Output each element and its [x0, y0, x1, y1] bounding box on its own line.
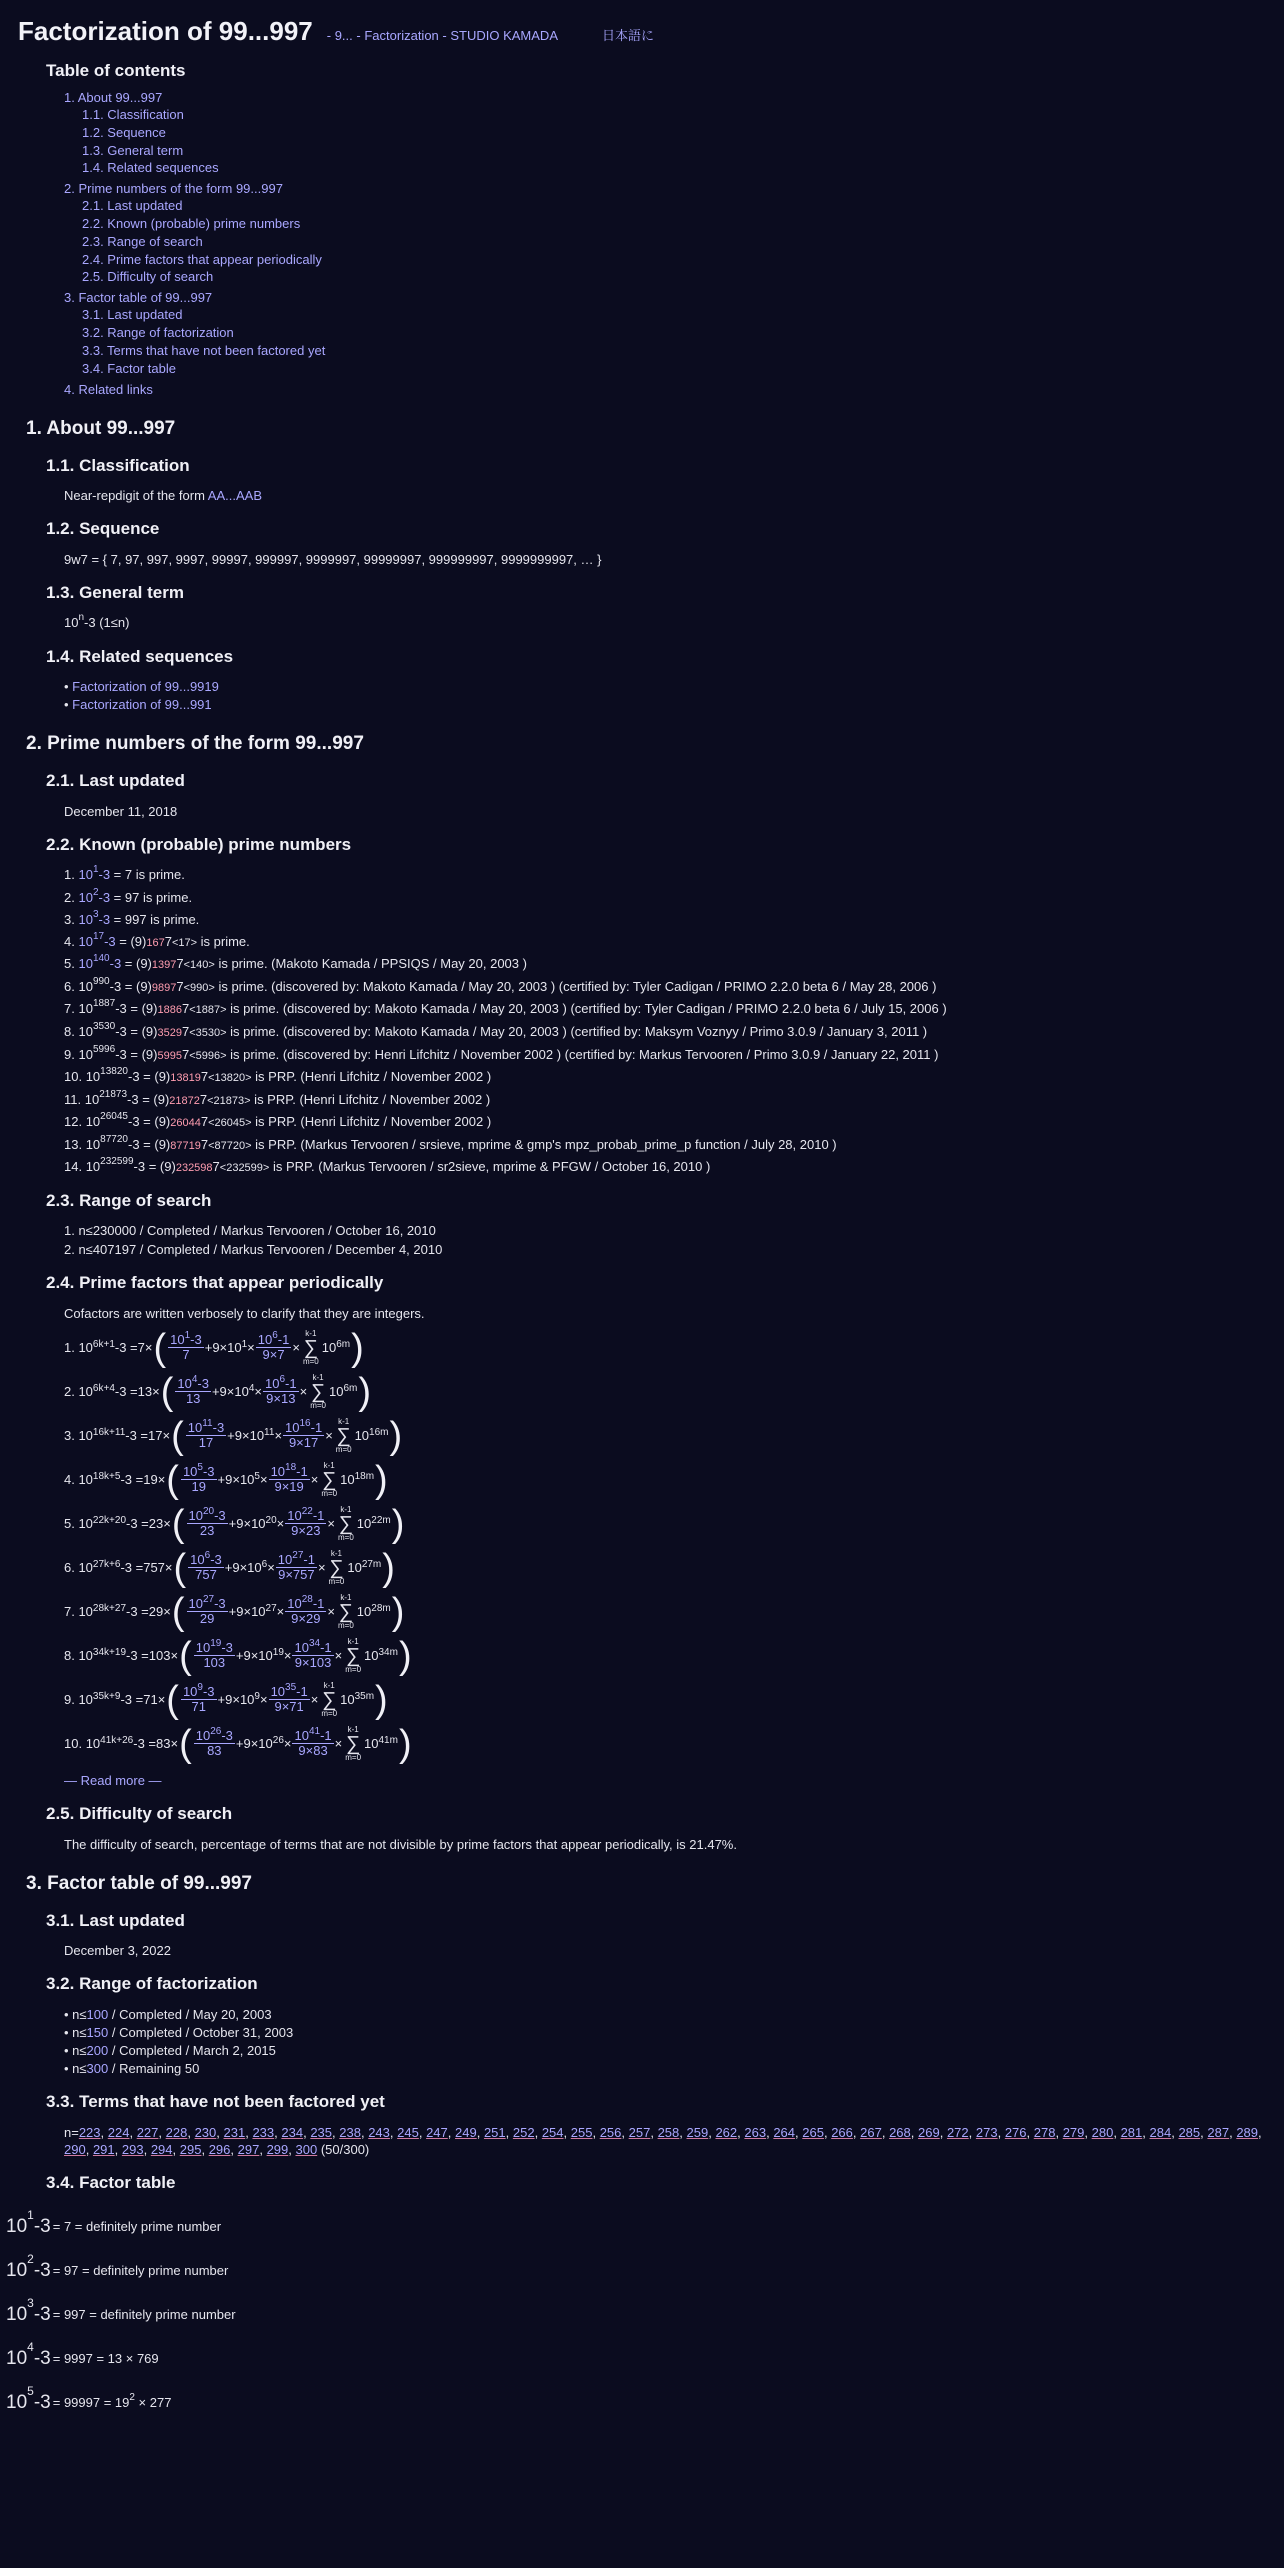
toc-link[interactable]: 1. About 99...997 — [64, 89, 163, 105]
fraction: $\frac{10^{16}-1}{9\times 17}$ — [285, 1417, 323, 1451]
toc-item — [82, 324, 1266, 342]
unfactored-term-link[interactable]: 256 — [599, 2124, 622, 2140]
unfactored-term-link[interactable]: 272 — [946, 2124, 969, 2140]
list-index: 3. — [64, 911, 75, 927]
periodic-formula: 5. 10 $^{22k+20}$ -3 = 23 × ( $\frac{10^{20}-3}{23}$ +9×10 $^{20}$ × $\frac{10^{22}-1}{9\times 23}$ × k-1 ∑ m=0 10 $^{22m}$ ) — [64, 1502, 405, 1545]
unfactored-term-link[interactable]: 280 — [1091, 2124, 1114, 2140]
toc-link[interactable]: 3.4. Factor table — [82, 360, 176, 376]
prime-link[interactable]: $10^{140}-3$ — [78, 953, 122, 972]
toc-section — [64, 89, 1266, 106]
unfactored-term-link[interactable]: 259 — [686, 2124, 709, 2140]
general-term: 10$^n$-3 (1≤n) — [64, 612, 130, 631]
factor-result: = 7 = definitely prime number — [52, 2219, 222, 2235]
unfactored-term-link[interactable]: 257 — [628, 2124, 651, 2140]
open-paren: ( — [171, 1590, 185, 1633]
unfactored-term-link[interactable]: 230 — [194, 2124, 217, 2140]
subsection-heading: 1.2. Sequence — [46, 519, 160, 539]
toc-item — [82, 306, 1266, 324]
sigma-icon: k-1 ∑ m=0 — [345, 1724, 362, 1762]
factor-term: $10^2-3$ — [6, 2252, 51, 2282]
list-item: 2. n≤407197 / Completed / Markus Tervooren / December 4, 2010 — [64, 1242, 443, 1258]
list-index: 2. — [64, 889, 75, 905]
periodic-formula: 9. 10 $^{35k+9}$ -3 = 71 × ( $\frac{10^9-3}{71}$ +9×10 $^9$ × $\frac{10^{35}-1}{9\times 71}$ × k-1 ∑ m=0 10 $^{35m}$ ) — [64, 1678, 388, 1721]
crumb-link[interactable]: STUDIO KAMADA — [450, 28, 558, 43]
list-index: 5. — [64, 956, 75, 972]
sigma-icon: k-1 ∑ m=0 — [302, 1328, 319, 1366]
list-index: 4. — [64, 933, 75, 949]
unfactored-term-link[interactable]: 227 — [136, 2124, 159, 2140]
table-of-contents — [64, 89, 1266, 398]
toc-link[interactable]: 4. Related links — [64, 381, 153, 397]
unfactored-term-link[interactable]: 262 — [715, 2124, 738, 2140]
last-updated: December 11, 2018 — [64, 803, 178, 819]
prime-item: 2. $10^2-3 = 97$ is prime. — [64, 886, 193, 905]
close-paren: ) — [398, 1634, 412, 1677]
unfactored-term-link[interactable]: 300 — [295, 2142, 318, 2158]
close-paren: ) — [391, 1590, 405, 1633]
unfactored-term-link[interactable]: 268 — [889, 2124, 911, 2140]
difficulty-text: The difficulty of search, percentage of terms that are not divisible by prime factors that appear periodically, is 21.47%. — [64, 1836, 737, 1852]
prime-expr: $10^{990}-3$ — [78, 975, 122, 994]
fraction: $\frac{10^{27}-1}{9\times 757}$ — [277, 1549, 315, 1583]
factor-row — [6, 2337, 1266, 2381]
unfactored-term-link[interactable]: 285 — [1178, 2124, 1201, 2140]
toc-link[interactable]: 1.3. General term — [82, 142, 184, 158]
unfactored-term-link[interactable]: 231 — [223, 2124, 246, 2140]
unfactored-terms: n=223, 224, 227, 228, 230, 231, 233, 234, 235, 238, 243, 245, 247, 249, 251, 252, 254, 255, 256, 257, 258, 259, 262, 263, 264, 265, 266, 267, 268, 269, 272, 273, 276, 278, 279, 280, 281, 284, 285, 287, 289, 290, 291, 293, 294, 295, 296, 297, 299, 300 (50/300) — [64, 2124, 1262, 2158]
unfactored-term-link[interactable]: 252 — [512, 2124, 535, 2140]
subsection-heading: 1.3. General term — [46, 583, 184, 602]
repeat-count: 1886 — [157, 1004, 182, 1017]
unfactored-term-link[interactable]: 291 — [92, 2142, 115, 2158]
toc-item — [82, 215, 1266, 233]
fraction: $\frac{10^6-1}{9\times 13}$ — [265, 1373, 297, 1407]
toc-section — [64, 381, 1266, 398]
subsection-heading: 2.5. Difficulty of search — [46, 1804, 233, 1824]
unfactored-term-link[interactable]: 255 — [570, 2124, 593, 2140]
toc-link[interactable]: 2.2. Known (probable) prime numbers — [82, 216, 301, 232]
read-more-link[interactable]: — Read more — — [64, 1772, 162, 1788]
prime-item: 4. $10^{17}-3 = (9)1677<17>$ is prime. — [64, 930, 250, 949]
list-index: 6. — [64, 978, 75, 994]
sigma-icon: k-1 ∑ m=0 — [310, 1372, 326, 1410]
repeat-count: 1397 — [151, 959, 177, 972]
toc-link[interactable]: 2.1. Last updated — [82, 198, 183, 214]
unfactored-term-link[interactable]: 281 — [1120, 2124, 1143, 2140]
header — [18, 14, 1266, 48]
list-index: 10. — [64, 1069, 83, 1085]
factor-row — [6, 2293, 1266, 2337]
repeat-count: 5995 — [157, 1049, 182, 1062]
toc-section — [64, 289, 1266, 306]
factor-result: = $99997 = 19^2 \times 277$ — [52, 2392, 172, 2411]
prime-item: 14. $10^{232599}-3 = (9)2325987<232599>$ is PRP. (Markus Tervooren / sr2sieve, mprime & PFGW / October 16, 2010 ) — [64, 1156, 711, 1175]
unfactored-term-link[interactable]: 296 — [208, 2142, 231, 2158]
periodic-factors-list — [64, 1326, 1266, 1766]
digit-count: <87720> — [208, 1139, 252, 1152]
close-paren: ) — [389, 1414, 403, 1457]
subsection-heading: 1.4. Related sequences — [46, 646, 234, 666]
toc-item — [82, 159, 1266, 177]
fraction: $\frac{10^{35}-1}{9\times 71}$ — [270, 1681, 308, 1715]
section-heading: 1. About 99...997 — [26, 417, 176, 439]
unfactored-term-link[interactable]: 273 — [975, 2124, 998, 2140]
periodic-formula: 4. 10 $^{18k+5}$ -3 = 19 × ( $\frac{10^5-3}{19}$ +9×10 $^5$ × $\frac{10^{18}-1}{9\times 19}$ × k-1 ∑ m=0 10 $^{18m}$ ) — [64, 1458, 388, 1501]
cofactor-note: Cofactors are written verbosely to clarify that they are integers. — [64, 1305, 425, 1321]
unfactored-term-link[interactable]: 264 — [773, 2124, 796, 2140]
sequence-text: 9w7 = { 7, 97, 997, 9997, 99997, 999997, 9999997, 99999997, 999999997, 9999999997, … } — [64, 551, 602, 567]
factor-table — [6, 2205, 1266, 2425]
repeat-count: 3529 — [157, 1026, 182, 1039]
unfactored-term-link[interactable]: 223 — [78, 2124, 101, 2140]
list-index: 7. — [64, 1001, 75, 1017]
open-paren: ( — [179, 1634, 192, 1677]
factor-term: $10^5-3$ — [6, 2384, 51, 2414]
prime-item: 3. $10^3-3 = 997$ is prime. — [64, 908, 200, 927]
repeat-count: 232598 — [175, 1162, 213, 1175]
prime-expr: $10^{232599}-3$ — [85, 1156, 146, 1175]
digit-count: <990> — [183, 981, 215, 994]
periodic-formula: 7. 10 $^{28k+27}$ -3 = 29 × ( $\frac{10^{27}-3}{29}$ +9×10 $^{27}$ × $\frac{10^{28}-1}{9\times 29}$ × k-1 ∑ m=0 10 $^{28m}$ ) — [64, 1590, 405, 1633]
open-paren: ( — [179, 1722, 192, 1765]
unfactored-term-link[interactable]: 251 — [483, 2124, 506, 2140]
list-index: 1. — [64, 867, 75, 883]
factor-row — [6, 2249, 1266, 2293]
open-paren: ( — [173, 1546, 187, 1589]
fraction: $\frac{10^1-3}{7}$ — [170, 1329, 202, 1363]
toc-link[interactable]: 2.4. Prime factors that appear periodically — [82, 251, 322, 267]
close-paren: ) — [398, 1722, 412, 1765]
subsection-heading: 3.3. Terms that have not been factored yet — [46, 2092, 385, 2112]
toc-item — [82, 342, 1266, 360]
fraction: $\frac{10^{34}-1}{9\times 103}$ — [294, 1637, 332, 1671]
list-index: 11. — [64, 1091, 82, 1107]
factorization-range-list — [64, 2006, 1266, 2078]
subsection-heading: 2.1. Last updated — [46, 771, 185, 791]
fraction: $\frac{10^{11}-3}{17}$ — [187, 1417, 225, 1451]
prime-link[interactable]: $10^2-3$ — [78, 886, 111, 905]
close-paren: ) — [358, 1370, 372, 1413]
fraction: $\frac{10^{41}-1}{9\times 83}$ — [294, 1725, 332, 1759]
sigma-icon: k-1 ∑ m=0 — [321, 1680, 338, 1718]
sigma-icon: k-1 ∑ m=0 — [335, 1416, 352, 1454]
range-link[interactable]: 300 — [86, 2061, 109, 2077]
repeat-count: 167 — [146, 936, 165, 949]
toc-link[interactable]: 2.5. Difficulty of search — [82, 269, 214, 285]
unfactored-term-link[interactable]: 266 — [831, 2124, 853, 2140]
toc-section — [64, 180, 1266, 197]
subsection-heading: 2.4. Prime factors that appear periodically — [46, 1273, 384, 1293]
related-sequences-list — [64, 678, 1266, 713]
prime-item: 7. $10^{1887}-3 = (9)18867<1887>$ is prime. (discovered by: Makoto Kamada / May 20, 2003 ) (certified by: Tyler Cadigan / PRIMO 2.2.0 beta 6 / July 15, 2006 ) — [64, 998, 947, 1017]
classification-link[interactable]: AA...AAB — [207, 488, 262, 504]
open-paren: ( — [153, 1326, 167, 1369]
sigma-icon: k-1 ∑ m=0 — [338, 1592, 354, 1630]
list-item: 1. n≤230000 / Completed / Markus Tervooren / October 16, 2010 — [64, 1223, 436, 1239]
periodic-formula: 8. 10 $^{34k+19}$ -3 = 103 × ( $\frac{10^{19}-3}{103}$ +9×10 $^{19}$ × $\frac{10^{34}-1}{9\times 103}$ × k-1 ∑ m=0 10 $^{34m}$ ) — [64, 1634, 412, 1677]
list-item: • n≤300 / Remaining 50 — [64, 2060, 1266, 2077]
unfactored-term-link[interactable]: 235 — [310, 2124, 333, 2140]
toc-link[interactable]: 1.2. Sequence — [82, 124, 166, 140]
toc-item — [82, 251, 1266, 269]
unfactored-term-link[interactable]: 234 — [281, 2124, 304, 2140]
unfactored-term-link[interactable]: 265 — [802, 2124, 824, 2140]
subsection-heading: 3.2. Range of factorization — [46, 1974, 258, 1994]
close-paren: ) — [351, 1326, 364, 1369]
prime-expr: $10^{1887}-3$ — [78, 998, 127, 1017]
page-title: Factorization of 99...997 — [18, 16, 313, 46]
prime-item: 12. $10^{26045}-3 = (9)260447<26045>$ is PRP. (Henri Lifchitz / November 2002 ) — [64, 1111, 492, 1130]
toc-item — [82, 268, 1266, 286]
factor-result: = 997 = definitely prime number — [52, 2307, 236, 2323]
close-paren: ) — [375, 1678, 388, 1721]
fraction: $\frac{10^{18}-1}{9\times 19}$ — [270, 1461, 308, 1495]
prime-expr: $10^{3530}-3$ — [78, 1020, 127, 1039]
periodic-formula: 2. 10 $^{6k+4}$ -3 = 13 × ( $\frac{10^4-3}{13}$ +9×10 $^4$ × $\frac{10^6-1}{9\times 13}$ × k-1 ∑ m=0 10 $^{6m}$ ) — [64, 1370, 372, 1413]
unfactored-term-link[interactable]: 284 — [1149, 2124, 1172, 2140]
prime-expr: $10^{21873}-3$ — [84, 1088, 139, 1107]
section-heading: 2. Prime numbers of the form 99...997 — [26, 733, 364, 755]
unfactored-term-link[interactable]: 294 — [150, 2142, 173, 2158]
related-sequence-link[interactable]: Factorization of 99...991 — [72, 697, 212, 713]
unfactored-term-link[interactable]: 289 — [1236, 2124, 1259, 2140]
close-paren: ) — [375, 1458, 388, 1501]
unfactored-term-link[interactable]: 233 — [252, 2124, 275, 2140]
digit-count: <21873> — [207, 1094, 251, 1107]
toc-item — [82, 197, 1266, 215]
toc-link[interactable]: 2. Prime numbers of the form 99...997 — [64, 181, 283, 197]
fraction: $\frac{10^6-3}{757}$ — [190, 1549, 222, 1583]
subsection-heading: 2.2. Known (probable) prime numbers — [46, 835, 352, 855]
range-link[interactable]: 150 — [86, 2024, 109, 2040]
last-updated: December 3, 2022 — [64, 1943, 171, 1959]
known-primes-list — [64, 866, 1266, 1175]
digit-count: <17> — [171, 936, 198, 949]
range-link[interactable]: 100 — [86, 2006, 109, 2022]
digit-count: <26045> — [208, 1117, 252, 1130]
periodic-formula: 6. 10 $^{27k+6}$ -3 = 757 × ( $\frac{10^6-3}{757}$ +9×10 $^6$ × $\frac{10^{27}-1}{9\times 757}$ × k-1 ∑ m=0 10 $^{27m}$ ) — [64, 1546, 395, 1589]
digit-count: <13820> — [208, 1072, 252, 1085]
unfactored-term-link[interactable]: 276 — [1004, 2124, 1027, 2140]
list-index: 12. — [64, 1114, 83, 1130]
factor-row — [6, 2381, 1266, 2425]
crumb-link[interactable]: 9... — [334, 28, 353, 43]
fraction: $\frac{10^{20}-3}{23}$ — [188, 1505, 226, 1539]
fraction: $\frac{10^9-3}{71}$ — [182, 1681, 215, 1715]
unfactored-term-link[interactable]: 269 — [918, 2124, 940, 2140]
toc-link[interactable]: 3.1. Last updated — [82, 307, 183, 323]
prime-expr: $10^{13820}-3$ — [85, 1066, 140, 1085]
digit-count: <1887> — [189, 1004, 227, 1017]
toc-link[interactable]: 3. Factor table of 99...997 — [64, 290, 213, 306]
related-sequence-link[interactable]: Factorization of 99...9919 — [72, 679, 219, 695]
toc-link[interactable]: 3.2. Range of factorization — [82, 325, 234, 341]
range-link[interactable]: 200 — [86, 2043, 109, 2059]
unfactored-term-link[interactable]: 224 — [107, 2124, 130, 2140]
sigma-icon: k-1 ∑ m=0 — [328, 1548, 345, 1586]
sigma-icon: k-1 ∑ m=0 — [345, 1636, 362, 1674]
unfactored-term-link[interactable]: 287 — [1207, 2124, 1230, 2140]
toc-link[interactable]: 3.3. Terms that have not been factored yet — [82, 342, 326, 358]
prime-expr: $10^{5996}-3$ — [78, 1043, 127, 1062]
toc-link[interactable]: 1.1. Classification — [82, 106, 184, 122]
list-item: • n≤200 / Completed / March 2, 2015 — [64, 2042, 1266, 2059]
factor-result: = 97 = definitely prime number — [52, 2263, 229, 2279]
unfactored-term-link[interactable]: 258 — [657, 2124, 680, 2140]
periodic-formula: 10. 10 $^{41k+26}$ -3 = 83 × ( $\frac{10^{26}-3}{83}$ +9×10 $^{26}$ × $\frac{10^{41}-1}{9\times 83}$ × k-1 ∑ m=0 10 $^{41m}$ ) — [64, 1722, 412, 1765]
repeat-count: 87719 — [170, 1139, 201, 1152]
prime-item: 1. $10^1-3 = 7$ is prime. — [64, 864, 185, 883]
toc-item — [82, 360, 1266, 378]
unfactored-term-link[interactable]: 278 — [1033, 2124, 1056, 2140]
list-item: • n≤150 / Completed / October 31, 2003 — [64, 2024, 1266, 2041]
prime-item: 6. $10^{990}-3 = (9)98977<990>$ is prime. (discovered by: Makoto Kamada / May 20, 2003 ) (certified by: Tyler Cadigan / PRIMO 2.2.0 beta 6 / May 28, 2006 ) — [64, 975, 937, 994]
factor-term: $10^1-3$ — [6, 2208, 51, 2238]
open-paren: ( — [166, 1678, 179, 1721]
fraction: $\frac{10^{22}-1}{9\times 23}$ — [287, 1505, 325, 1539]
repeat-count: 21872 — [169, 1094, 200, 1107]
unfactored-term-link[interactable]: 243 — [368, 2124, 390, 2140]
toc-item — [82, 124, 1266, 142]
toc-item — [82, 142, 1266, 160]
open-paren: ( — [171, 1502, 185, 1545]
unfactored-term-link[interactable]: 297 — [237, 2142, 260, 2158]
unfactored-term-link[interactable]: 290 — [64, 2142, 86, 2158]
search-range-list — [64, 1222, 1266, 1258]
unfactored-term-link[interactable]: 279 — [1062, 2124, 1085, 2140]
prime-item: 5. $10^{140}-3 = (9)13977<140>$ is prime. (Makoto Kamada / PPSIQS / May 20, 2003 ) — [64, 953, 527, 972]
crumb-link[interactable]: Factorization — [364, 28, 439, 43]
unfactored-term-link[interactable]: 293 — [121, 2142, 144, 2158]
list-index: 14. — [64, 1159, 83, 1175]
unfactored-term-link[interactable]: 245 — [397, 2124, 419, 2140]
factor-row — [6, 2205, 1266, 2249]
unfactored-term-link[interactable]: 299 — [266, 2142, 289, 2158]
section-heading: 3. Factor table of 99...997 — [26, 1872, 252, 1894]
prime-expr: $10^{87720}-3$ — [85, 1133, 140, 1152]
toc-item — [82, 106, 1266, 124]
digit-count: <232599> — [219, 1162, 270, 1175]
unfactored-term-link[interactable]: 267 — [860, 2124, 882, 2140]
fraction: $\frac{10^6-1}{9\times 7}$ — [257, 1329, 290, 1363]
sigma-icon: k-1 ∑ m=0 — [321, 1460, 338, 1498]
repeat-count: 26044 — [170, 1117, 201, 1130]
list-item: • n≤100 / Completed / May 20, 2003 — [64, 2006, 1266, 2023]
unfactored-term-link[interactable]: 295 — [179, 2142, 202, 2158]
prime-item: 13. $10^{87720}-3 = (9)877197<87720>$ is PRP. (Markus Tervooren / srsieve, mprime & gmp's mpz_probab_prime_p function / July 28, 2010 ) — [64, 1133, 837, 1152]
fraction: $\frac{10^{27}-3}{29}$ — [188, 1593, 226, 1627]
factor-result: = 9997 = 13 × 769 — [52, 2351, 159, 2367]
repeat-count: 13819 — [170, 1072, 201, 1085]
open-paren: ( — [166, 1458, 179, 1501]
toc-item — [82, 233, 1266, 251]
close-paren: ) — [391, 1502, 405, 1545]
prime-item: 11. $10^{21873}-3 = (9)218727<21873>$ is PRP. (Henri Lifchitz / November 2002 ) — [64, 1088, 491, 1107]
prime-link[interactable]: $10^1-3$ — [78, 864, 111, 883]
unfactored-term-link[interactable]: 228 — [165, 2124, 188, 2140]
digit-count: <5996> — [189, 1049, 227, 1062]
subsection-heading: 3.1. Last updated — [46, 1910, 185, 1930]
list-index: 8. — [64, 1023, 75, 1039]
fraction: $\frac{10^4-3}{13}$ — [177, 1373, 209, 1407]
classification-text: Near-repdigit of the form AA...AAB — [64, 488, 262, 504]
factor-term: $10^4-3$ — [6, 2340, 51, 2370]
fraction: $\frac{10^{28}-1}{9\times 29}$ — [287, 1593, 325, 1627]
open-paren: ( — [160, 1370, 174, 1413]
toc-link[interactable]: 2.3. Range of search — [82, 233, 203, 249]
list-index: 9. — [64, 1046, 75, 1062]
prime-expr: $10^{26045}-3$ — [85, 1111, 140, 1130]
periodic-formula: 1. 10 $^{6k+1}$ -3 = 7 × ( $\frac{10^1-3}{7}$ +9×10 $^1$ × $\frac{10^6-1}{9\times 7}$ × k-1 ∑ m=0 10 $^{6m}$ ) — [64, 1326, 364, 1369]
toc-link[interactable]: 1.4. Related sequences — [82, 160, 219, 176]
breadcrumb: - 9... - Factorization - STUDIO KAMADA — [326, 28, 558, 43]
prime-link[interactable]: $10^3-3$ — [78, 908, 111, 927]
periodic-formula: 3. 10 $^{16k+11}$ -3 = 17 × ( $\frac{10^{11}-3}{17}$ +9×10 $^{11}$ × $\frac{10^{16}-1}{9\times 17}$ × k-1 ∑ m=0 10 $^{16m}$ ) — [64, 1414, 403, 1457]
toc-heading: Table of contents — [46, 61, 186, 81]
close-paren: ) — [382, 1546, 395, 1589]
fraction: $\frac{10^5-3}{19}$ — [182, 1461, 215, 1495]
subsection-heading: 2.3. Range of search — [46, 1190, 212, 1210]
open-paren: ( — [171, 1414, 184, 1457]
subsection-heading: 3.4. Factor table — [46, 2173, 176, 2193]
factor-term: $10^3-3$ — [6, 2296, 51, 2326]
repeat-count: 9897 — [151, 981, 177, 994]
unfactored-term-link[interactable]: 247 — [426, 2124, 448, 2140]
list-index: 13. — [64, 1136, 83, 1152]
digit-count: <3530> — [189, 1026, 227, 1039]
prime-item: 10. $10^{13820}-3 = (9)138197<13820>$ is PRP. (Henri Lifchitz / November 2002 ) — [64, 1066, 492, 1085]
unfactored-term-link[interactable]: 238 — [339, 2124, 361, 2140]
unfactored-term-link[interactable]: 249 — [455, 2124, 477, 2140]
fraction: $\frac{10^{19}-3}{103}$ — [195, 1637, 233, 1671]
subsection-heading: 1.1. Classification — [46, 455, 190, 475]
digit-count: <140> — [183, 959, 215, 972]
prime-item: 9. $10^{5996}-3 = (9)59957<5996>$ is prime. (discovered by: Henri Lifchitz / November 2002 ) (certified by: Markus Tervooren / Primo 3.0.9 / January 22, 2011 ) — [64, 1043, 939, 1062]
unfactored-term-link[interactable]: 254 — [541, 2124, 564, 2140]
unfactored-term-link[interactable]: 263 — [744, 2124, 767, 2140]
fraction: $\frac{10^{26}-3}{83}$ — [195, 1725, 233, 1759]
language-switch-link[interactable]: 日本語に — [601, 28, 654, 43]
sigma-icon: k-1 ∑ m=0 — [338, 1504, 354, 1542]
prime-link[interactable]: $10^{17}-3$ — [78, 930, 116, 949]
prime-item: 8. $10^{3530}-3 = (9)35297<3530>$ is prime. (discovered by: Makoto Kamada / May 20, 2003 ) (certified by: Maksym Voznyy / Primo 3.0.9 / January 3, 2011 ) — [64, 1020, 928, 1039]
